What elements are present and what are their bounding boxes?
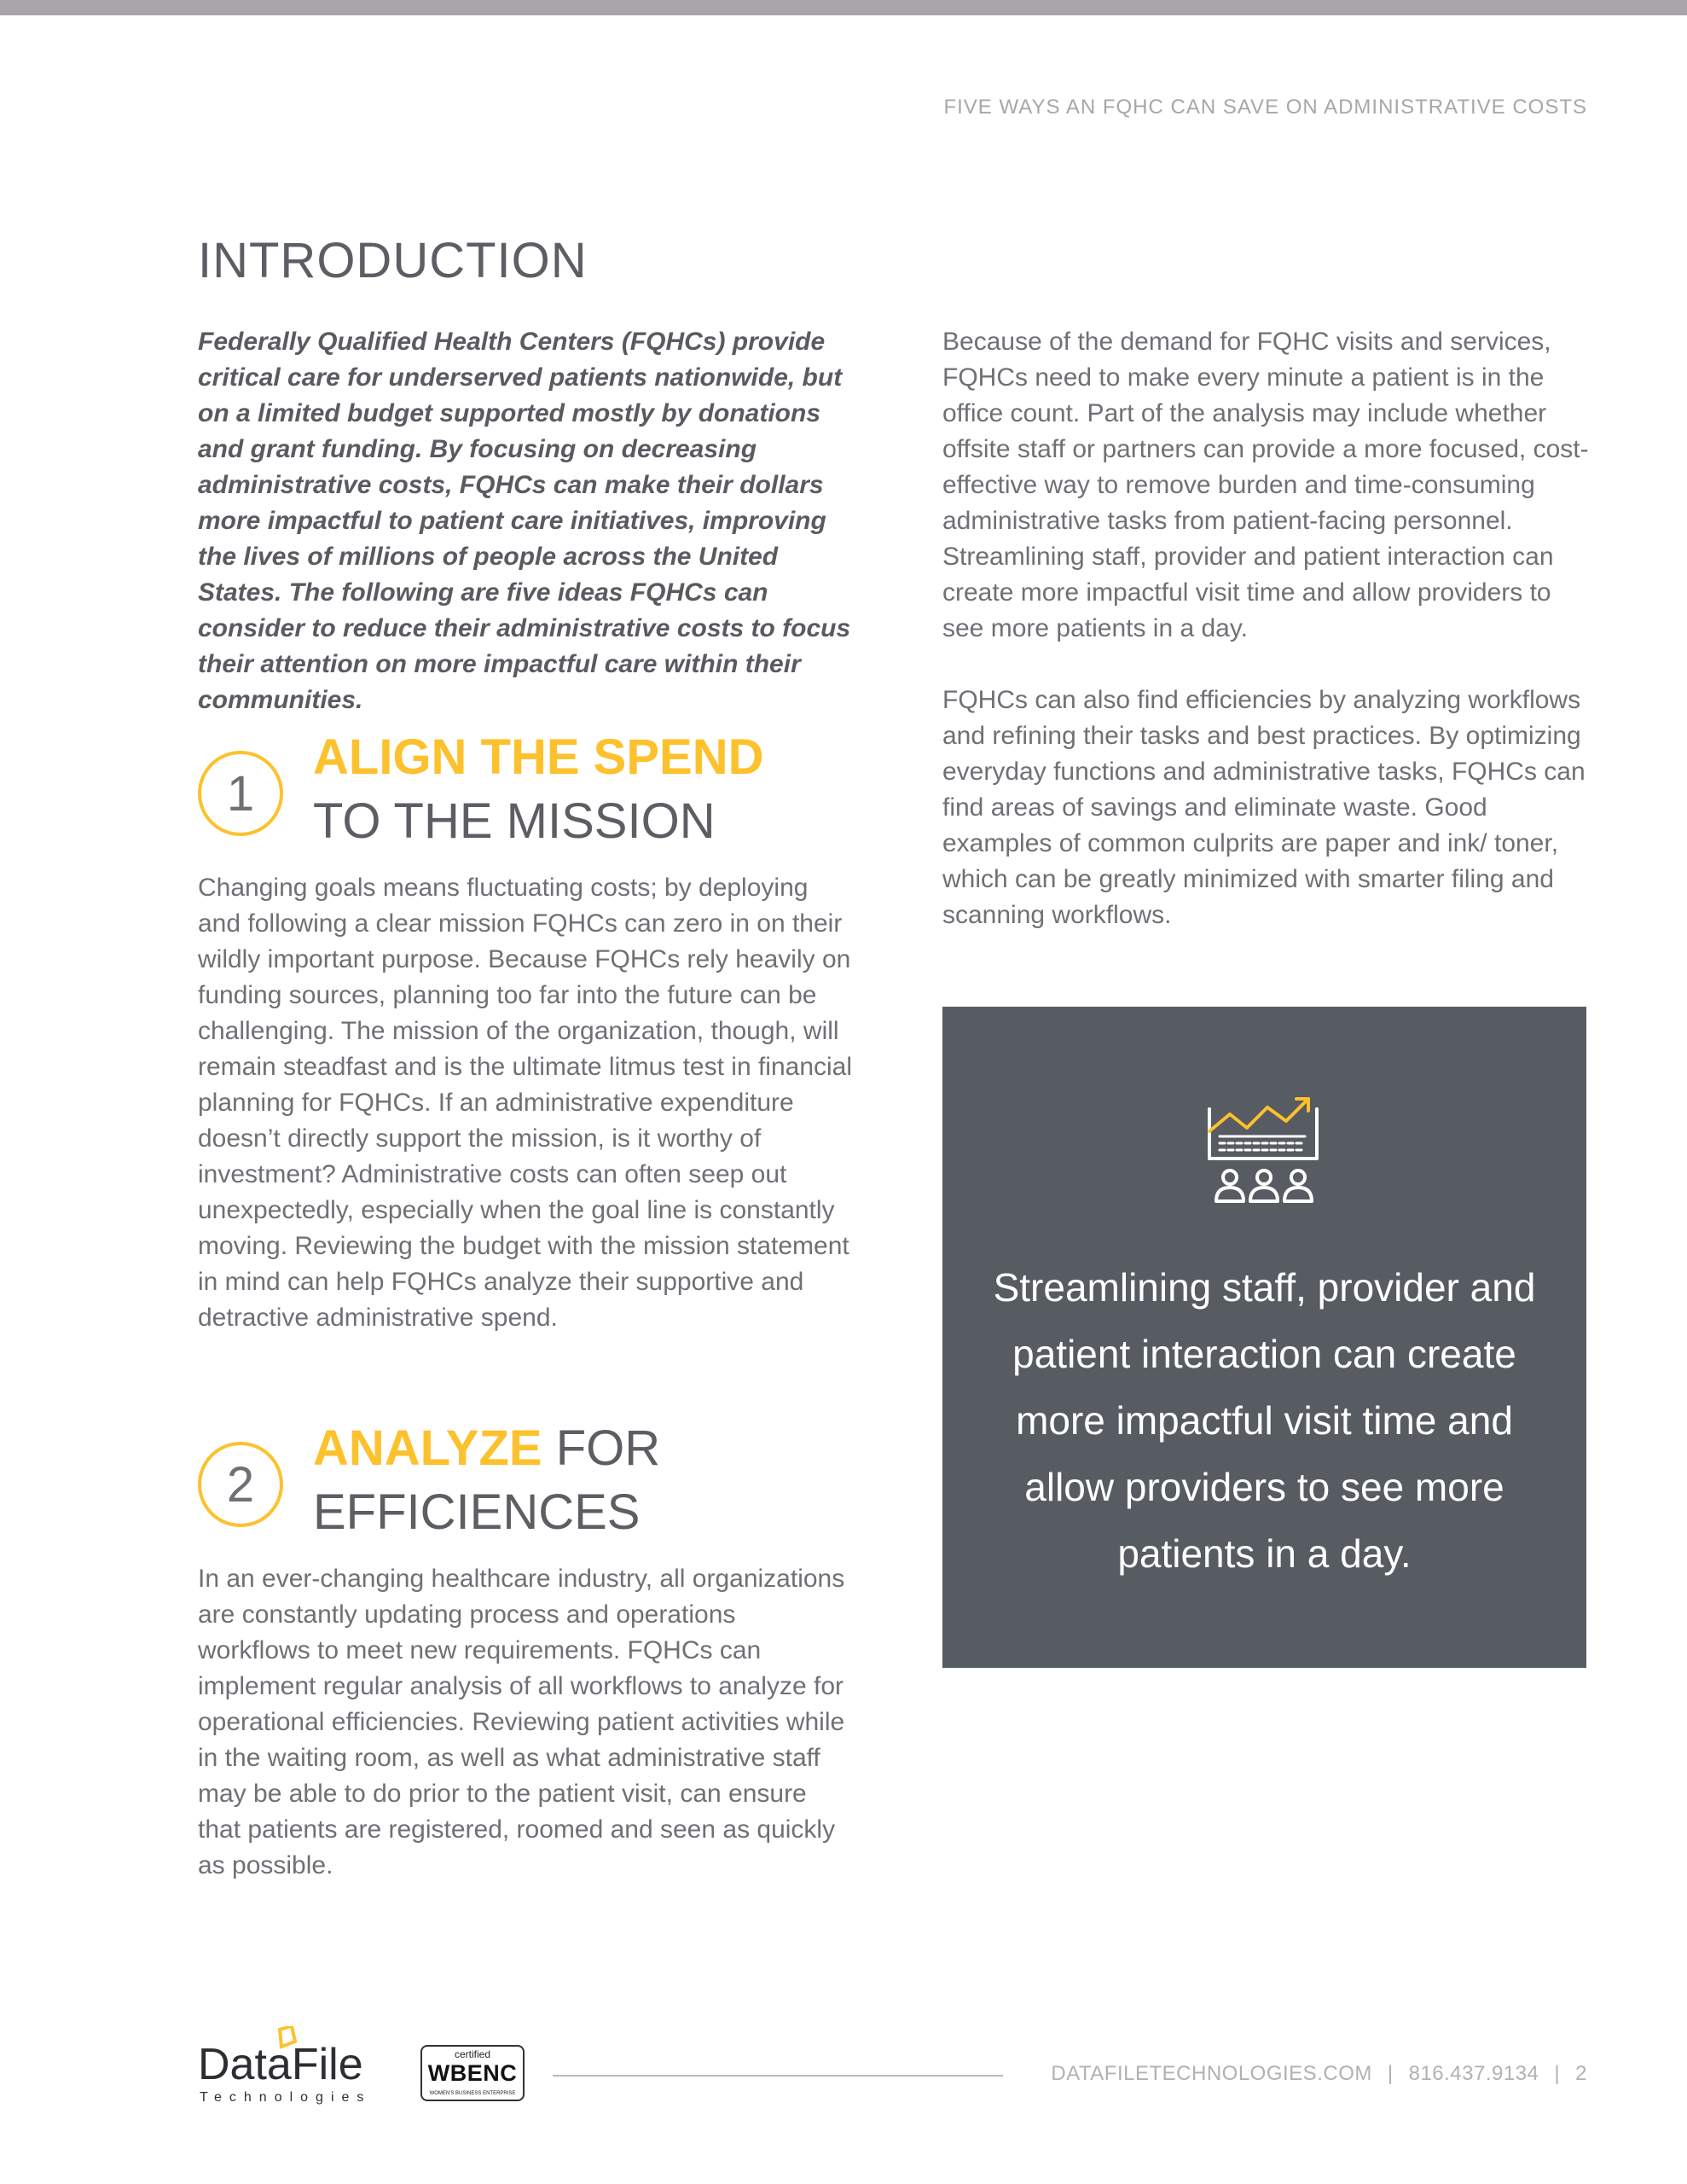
footer-separator: |: [1387, 2062, 1394, 2085]
section-2-number: 2: [226, 1456, 255, 1513]
logo-subtext: Technologies: [200, 2090, 372, 2105]
top-bar: [0, 0, 1687, 15]
section-2-title-accent: ANALYZE: [313, 1420, 542, 1476]
section-2-title: [313, 1416, 739, 1544]
running-header: FIVE WAYS AN FQHC CAN SAVE ON ADMINISTRATIVE COSTS: [943, 96, 1587, 119]
wbenc-certified-badge: [420, 2045, 525, 2101]
section-2-number-badge: [198, 1442, 283, 1527]
chart-with-people-icon: [1204, 1092, 1324, 1211]
callout-box: [942, 1007, 1586, 1668]
datafile-logo: [198, 2026, 387, 2105]
badge-certified-label: certified: [454, 2048, 491, 2060]
section-1-title-accent: ALIGN THE SPEND: [313, 729, 764, 785]
right-paragraph-1: Because of the demand for FQHC visits and services, FQHCs need to make every minute a patient is in the office count. Part of the analysis may include whether offsite staff or partners can provide a more focused, cost-effective way to remove burden and time-consuming administrative tasks from patient-facing personnel. Streamlining staff, provider and patient interaction can create more impactful visit time and allow providers to see more patients in a day.: [942, 328, 1589, 642]
footer-divider: [553, 2075, 1003, 2077]
right-paragraph-2: FQHCs can also find efficiencies by analyzing workflows and refining their tasks and best practices. By optimizing everyday functions and administrative tasks, FQHCs can find areas of savings and eliminate waste. Good examples of common culprits are paper and ink/ toner, which can be greatly minimized with smarter filing and scanning workflows.: [942, 686, 1586, 929]
section-1-title-rest: TO THE MISSION: [313, 793, 716, 849]
section-1-body: Changing goals means fluctuating costs; by deploying and following a clear mission FQHCs can zero in on their wildly important purpose. Because FQHCs rely heavily on funding sources, planning too far into the future can be challenging. The mission of the organization, though, will remain steadfast and is the ultimate litmus test in financial planning for FQHCs. If an administrative expenditure doesn’t directly support the mission, is it worthy of investment? Administrative costs can often seep out unexpectedly, especially when the goal line is constantly moving. Reviewing the budget with the mission statement in mind can help FQHCs analyze their supportive and detractive administrative spend.: [198, 874, 853, 1332]
callout-quote: Streamlining staff, provider and patient interaction can create more impactful visit time and allow providers to see more patients in a day.: [993, 1265, 1536, 1576]
footer-info: [1051, 2062, 1587, 2086]
footer-separator: |: [1554, 2062, 1561, 2085]
badge-name: WBENC: [427, 2060, 518, 2086]
section-1-number: 1: [226, 765, 255, 822]
logo-text: DataFile: [198, 2040, 363, 2089]
footer-phone: 816.437.9134: [1408, 2062, 1539, 2085]
page-number: 2: [1575, 2062, 1587, 2085]
section-2-body: In an ever-changing healthcare industry, all organizations are constantly updating process and operations workflows to meet new requirements. FQHCs can implement regular analysis of all workflows to analyze for operational efficiencies. Reviewing patient activities while in the waiting room, as well as what administrative staff may be able to do prior to the patient visit, can ensure that patients are registered, roomed and seen as quickly as possible.: [198, 1565, 845, 1879]
intro-text: Federally Qualified Health Centers (FQHCs) provide critical care for underserved patients nationwide, but on a limited budget supported mostly by donations and grant funding. By focusing on decreasing administrative costs, FQHCs can make their dollars more impactful to patient care initiatives, improving the lives of millions of people across the United States. The following are five ideas FQHCs can consider to reduce their administrative costs to focus their attention on more impactful care within their communities.: [198, 328, 851, 714]
section-1-number-badge: [198, 751, 283, 836]
badge-subtitle: WOMEN'S BUSINESS ENTERPRISE: [429, 2091, 516, 2096]
intro-title: INTRODUCTION: [198, 233, 588, 288]
section-2-title-rest: FOR EFFICIENCES: [313, 1420, 661, 1540]
section-1-title: [313, 725, 859, 853]
footer-website: DATAFILETECHNOLOGIES.COM: [1051, 2062, 1372, 2085]
